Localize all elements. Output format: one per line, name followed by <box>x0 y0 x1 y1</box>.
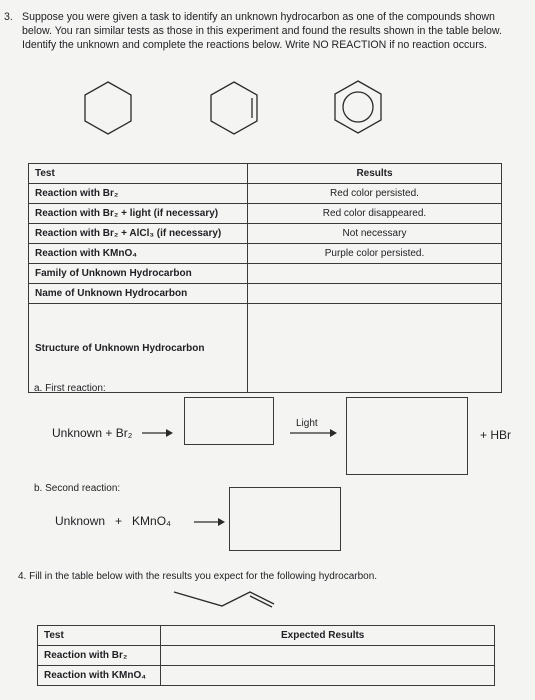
name-answer-cell[interactable] <box>248 284 502 304</box>
table-row <box>38 646 495 666</box>
table-row <box>29 304 502 393</box>
reaction-a-reactant: Unknown + Br₂ <box>52 426 133 440</box>
row-test: Structure of Unknown Hydrocarbon <box>29 304 248 393</box>
row-test: Family of Unknown Hydrocarbon <box>29 264 248 284</box>
row-result: Purple color persisted. <box>248 244 502 264</box>
question-number: 3. <box>4 11 13 23</box>
header-test: Test <box>38 626 161 646</box>
reaction-b-label: b. Second reaction: <box>34 483 121 494</box>
hydrocarbon-structure-icon <box>170 586 280 610</box>
product-box-a2[interactable] <box>346 397 468 475</box>
reaction-b-reactant: Unknown + KMnO₄ <box>55 514 171 528</box>
table-header-row <box>38 626 495 646</box>
table-row <box>29 184 502 204</box>
row-result: Red color persisted. <box>248 184 502 204</box>
product-box-a1[interactable] <box>184 397 274 445</box>
benzene-icon <box>335 81 381 133</box>
candidate-structures <box>0 0 535 160</box>
row-test: Reaction with KMnO₄ <box>29 244 248 264</box>
row-test: Reaction with Br₂ + AlCl₃ (if necessary) <box>29 224 248 244</box>
table-row <box>29 224 502 244</box>
arrow-icon <box>192 515 228 529</box>
table-header-row <box>29 164 502 184</box>
expected-results-table <box>37 625 495 686</box>
header-test: Test <box>29 164 248 184</box>
reaction-a-condition: Light <box>296 418 318 429</box>
row-result: Red color disappeared. <box>248 204 502 224</box>
family-answer-cell[interactable] <box>248 264 502 284</box>
header-results: Results <box>248 164 502 184</box>
row-test: Reaction with KMnO₄ <box>38 666 161 686</box>
arrow-icon <box>140 426 176 440</box>
reaction-a-byproduct: + HBr <box>480 428 512 442</box>
cyclohexene-icon <box>211 82 257 134</box>
row-test: Reaction with Br₂ <box>29 184 248 204</box>
product-box-b[interactable] <box>229 487 341 551</box>
reaction-a-label: a. First reaction: <box>34 383 106 394</box>
table-row <box>29 204 502 224</box>
structure-answer-cell[interactable] <box>248 304 502 393</box>
table-row <box>29 244 502 264</box>
question-text: Suppose you were given a task to identify an unknown hydrocarbon as one of the compounds shown below. You ran similar tests as those in this experiment and found the results shown in the table below. Identify the unknown and complete the reactions below. Write NO REACTION if no reaction occurs. <box>22 11 502 51</box>
question-4: 4. Fill in the table below with the results you expect for the following hydrocarbon. <box>18 571 378 582</box>
row-result: Not necessary <box>248 224 502 244</box>
expected-answer-cell[interactable] <box>161 646 495 666</box>
row-test: Reaction with Br₂ + light (if necessary) <box>29 204 248 224</box>
table-row <box>29 284 502 304</box>
results-table <box>28 163 502 393</box>
row-test: Name of Unknown Hydrocarbon <box>29 284 248 304</box>
expected-answer-cell[interactable] <box>161 666 495 686</box>
row-test: Reaction with Br₂ <box>38 646 161 666</box>
header-expected-results: Expected Results <box>161 626 495 646</box>
arrow-icon <box>288 426 340 440</box>
table-row <box>38 666 495 686</box>
table-row <box>29 264 502 284</box>
cyclohexane-icon <box>85 82 131 134</box>
